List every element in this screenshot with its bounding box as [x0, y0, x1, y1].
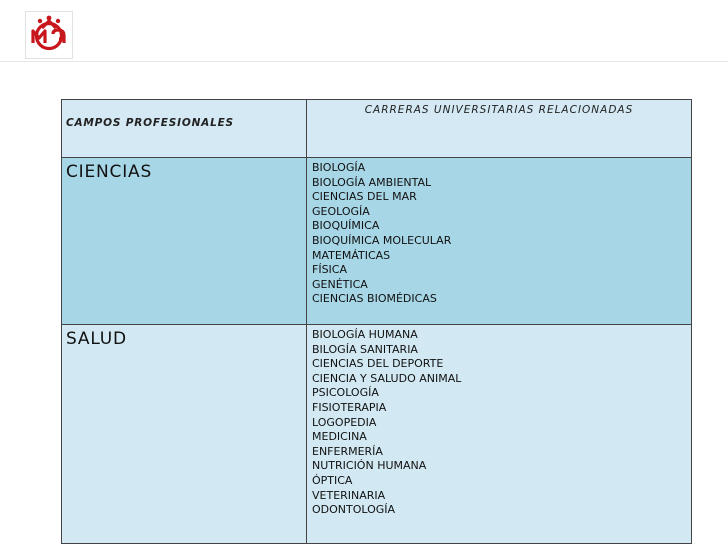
career-item: CIENCIAS BIOMÉDICAS: [312, 292, 437, 306]
field-salud: SALUD: [62, 325, 307, 544]
career-item: MATEMÁTICAS: [312, 248, 391, 262]
career-item: BIOQUÍMICA MOLECULAR: [312, 233, 452, 247]
career-item: BIOLOGÍA AMBIENTAL: [312, 175, 432, 189]
career-item: NUTRICIÓN HUMANA: [312, 459, 427, 473]
career-item: ÓPTICA: [312, 473, 353, 487]
career-item: LOGOPEDIA: [312, 415, 377, 429]
career-item: CIENCIAS DEL DEPORTE: [312, 357, 444, 371]
career-item: FISIOTERAPIA: [312, 400, 387, 414]
table-header-row: [62, 100, 692, 158]
career-item: FÍSICA: [312, 263, 348, 277]
header-carreras: CARRERAS UNIVERSITARIAS RELACIONADAS: [307, 100, 692, 158]
career-item: BIOLOGÍA: [312, 161, 366, 174]
career-item: VETERINARIA: [312, 488, 386, 502]
career-item: PSICOLOGÍA: [312, 386, 379, 400]
careers-table: [61, 99, 692, 544]
careers-list: [307, 325, 691, 518]
table-row: [62, 158, 692, 325]
header-campos: CAMPOS PROFESIONALES: [62, 100, 307, 158]
top-divider: [0, 61, 728, 62]
career-item: CIENCIAS DEL MAR: [312, 190, 417, 204]
career-item: CIENCIA Y SALUDO ANIMAL: [312, 371, 462, 385]
career-item: BILOGÍA SANITARIA: [312, 342, 418, 356]
careers-list: [307, 158, 691, 307]
university-logo-icon: [26, 12, 72, 58]
career-item: BIOQUÍMICA: [312, 219, 380, 233]
career-item: ENFERMERÍA: [312, 444, 383, 458]
career-item: MEDICINA: [312, 430, 367, 444]
career-item: GENÉTICA: [312, 277, 368, 291]
university-logo: [25, 11, 73, 59]
field-ciencias: CIENCIAS: [62, 158, 307, 325]
careers-cell: [307, 325, 692, 544]
careers-cell: [307, 158, 692, 325]
career-item: BIOLOGÍA HUMANA: [312, 328, 418, 341]
career-item: ODONTOLOGÍA: [312, 503, 396, 517]
career-item: GEOLOGÍA: [312, 204, 370, 218]
table-row: [62, 325, 692, 544]
